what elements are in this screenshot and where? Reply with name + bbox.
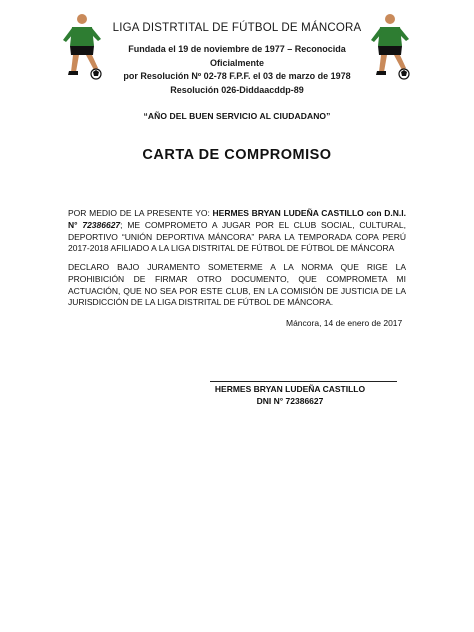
founding-line-3: Resolución 026-Diddaacddp-89 [170,84,304,95]
commitment-paragraph [68,208,406,255]
founding-line-1: Fundada el 19 de noviembre de 1977 – Reconocida Oficialmente [128,44,346,68]
founding-line-2: por Resolución Nº 02-78 F.P.F. el 03 de marzo de 1978 [123,71,351,81]
paragraph-body: ; ME COMPROMETO A JUGAR POR EL CLUB SOCIAL, CULTURAL, DEPORTIVO “UNIÓN DEPORTIVA MÁNCORA” PARA LA TEMPORADA COPA PERÚ 2017-2018 AFILIADO A LA LIGA DISTRITAL DE FÚTBOL DE FÚTBOL DE MÁNCORA [68,219,406,254]
letterhead [100,22,374,97]
player-dni: 72386627 [82,219,121,230]
soccer-player-icon [60,12,104,80]
league-name: LIGA DISTRTITAL DE FÚTBOL DE MÁNCORA [112,22,362,34]
document-date: Máncora, 14 de enero de 2017 [286,318,403,328]
oath-paragraph: DECLARO BAJO JURAMENTO SOMETERME A LA NORMA QUE RIGE LA PROHIBICIÓN DE FIRMAR OTRO DOCUMENTO, QUE COMPROMETA MI ACTUACIÓN, QUE NO SEA POR ESTE CLUB, EN LA COMISIÓN DE JUSTICIA DE LA JURISDICCIÓN DE LA LIGA DISTRITAL DE FÚTBOL DE MÁNCORA. [68,262,406,308]
signature-line [210,381,397,382]
year-slogan: “AÑO DEL BUEN SERVICIO AL CIUDADANO” [143,111,331,121]
paragraph-intro: POR MEDIO DE LA PRESENTE YO: [68,208,213,218]
document-title: CARTA DE COMPROMISO [142,147,332,163]
player-name: HERMES BRYAN LUDEÑA CASTILLO con D.N.I. N° [68,208,406,230]
signer-name: HERMES BRYAN LUDEÑA CASTILLO [214,384,366,394]
signer-dni: DNI N° 72386627 [256,396,324,406]
soccer-player-icon [368,12,412,80]
